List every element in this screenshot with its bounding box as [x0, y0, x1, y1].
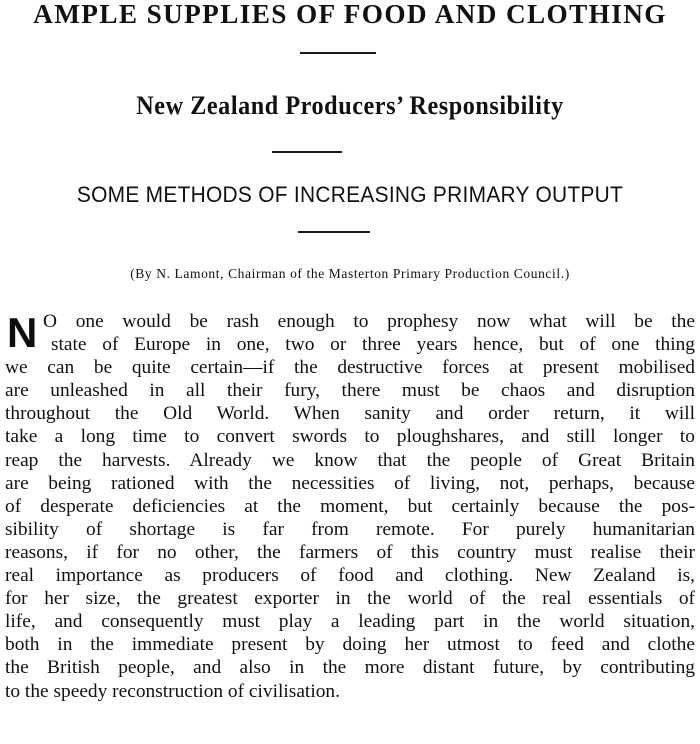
body-line: reasons, if for no other, the farmers of this country must realise their — [5, 541, 695, 563]
body-line: are being rationed with the necessities of living, not, perhaps, because — [5, 472, 695, 494]
body-line: to the speedy reconstruction of civilisation. — [5, 680, 340, 702]
body-line: are unleashed in all their fury, there must be chaos and disruption — [5, 380, 695, 402]
article-body — [5, 310, 695, 703]
body-line: take a long time to convert swords to ploughshares, and still longer to — [5, 426, 695, 448]
divider-rule — [300, 52, 376, 54]
body-line: O one would be rash enough to prophesy now what will be the — [43, 311, 695, 332]
divider-rule — [298, 231, 370, 233]
body-line: for her size, the greatest exporter in the world of the real essentials of — [5, 588, 695, 610]
divider-rule — [272, 151, 342, 153]
drop-cap: N — [7, 309, 38, 356]
body-line: real importance as producers of food and clothing. New Zealand is, — [5, 565, 695, 587]
subheadline: New Zealand Producers’ Responsibility — [136, 91, 564, 120]
body-line: we can be quite certain—if the destructive forces at present mobilised — [5, 357, 695, 379]
byline: (By N. Lamont, Chairman of the Masterton Primary Production Council.) — [130, 266, 570, 281]
body-line: life, and consequently must play a leading part in the world situation, — [5, 611, 695, 633]
body-line: reap the harvests. Already we know that the people of Great Britain — [5, 449, 695, 471]
headline: AMPLE SUPPLIES OF FOOD AND CLOTHING — [33, 0, 667, 29]
body-line: throughout the Old World. When sanity and order return, it will — [5, 403, 695, 425]
body-line: both in the immediate present by doing her utmost to feed and clothe — [5, 634, 695, 656]
body-line: state of Europe in one, two or three years hence, but of one thing — [51, 334, 695, 356]
body-line: of desperate deficiencies at the moment, but certainly because the pos- — [5, 495, 695, 517]
body-line: the British people, and also in the more distant future, by contributing — [5, 657, 695, 679]
section-heading: SOME METHODS OF INCREASING PRIMARY OUTPUT — [76, 182, 624, 207]
body-line: sibility of shortage is far from remote. For purely humanitarian — [5, 518, 695, 540]
